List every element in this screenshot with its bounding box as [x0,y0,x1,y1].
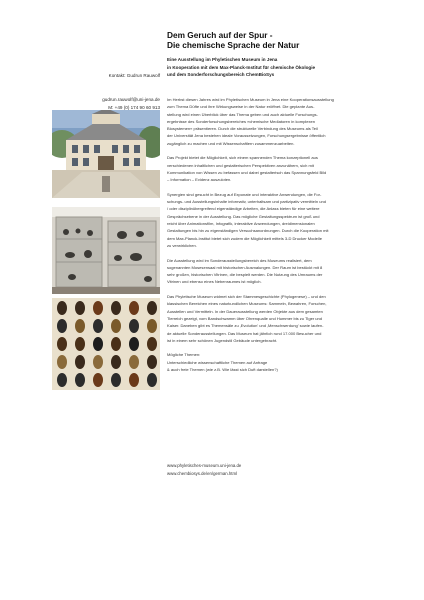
body-line: Gestaltungen bis hin zu eigenständigen Versuchsanordnungen. Durch die Kooperation mit [167,228,329,234]
subtitle-line: in Kooperation mit dem Max-Planck-Institut für chemische Ökologie [167,64,316,70]
body-line: Synergien sind gesucht in Bezug auf Exponate und interaktive Anwendungen, die For- [167,191,322,197]
web-link[interactable]: www.phyletisches-museum.uni-jena.de [167,463,242,468]
contact-phone: M: +49 (0) 174 90 60 913 [108,104,160,110]
body-line: dem Max-Planck-Institut bietet sich zudem die Möglichkeit mittels 3-D Drucker Modelle [167,235,322,241]
body-line: Unterschiedliche wissenschaftliche Themen auf Anfrage [167,359,268,365]
paragraph-gap [167,286,417,293]
body-line: stellung wird einen Überblick über das Thema geben und auch aktuelle Forschungs- [167,111,318,117]
body-line: & auch freie Themen (wie z.B. Wie lässt sich Duft darstellen?) [167,366,278,372]
body-line: Biosystemen« präsentieren. Durch die strukturelle Verbindung des Museums als Teil [167,126,318,132]
body-line: Kaiser. Daneben gibt es Themensäle zu ‚Evolution' und ‚Menschwerdung' sowie laufen- [167,323,324,329]
body-line: Ausstellen und Vermitteln. In der Dauerausstellung werden Objekte aus dem gesamten [167,308,323,314]
body-line: Das Phyletische Museum widmet sich der Stammesgeschichte (Phylogenese) – und den [167,294,326,300]
body-line: ergebnisse des Sonderforschungsbereiches »chemische Mediatoren in komplexen [167,118,316,124]
title-line: Die chemische Sprache der Natur [167,40,300,50]
subtitle [167,56,417,79]
body-line: – Information – Evidenz auszuloten. [167,177,232,183]
body-line: Gesprächsebene in der Ausstellung. Das mögliche Gestaltungsspektrum ist groß und [167,213,320,219]
body-line: de aktuelle Sonderausstellungen. Das Museum hat jährlich rund 17.000 Besucher und [167,330,322,336]
web-link[interactable]: www.chembiosys.de/en/german.html [167,470,237,476]
body-text [167,96,417,373]
body-line: ist in einem sehr schönen Jugendstil Gebäude untergebracht. [167,337,278,343]
photo-beetle-collection [52,298,160,390]
body-line: zum Thema Düfte und ihre Wirkungsweise in der Natur eröffnet. Die geplante Aus- [167,104,315,110]
subtitle-line: Eine Ausstellung im Phyletischen Museum in Jena [167,57,278,62]
contact-label: Kontakt: Gudrun Rauwolf [108,73,160,78]
body-line: schungs- und Ausstellungsinhalte informativ, unterhaltsam und partizipativ vermitteln und [167,199,326,205]
paragraph-gap [167,344,417,351]
body-line: zugänglich zu machen und mit Wissenschaftlern zusammenzuarbeiten. [167,140,295,146]
body-line: reicht über Animationsfilm, Infografik, interaktive Anwendungen, dreidimensionalen [167,221,315,227]
paragraph-gap [167,184,417,191]
body-line: Kommunikation von Wissen zu befassen und dabei gestalterisch das Spannungsfeld Bild [167,169,327,175]
photo-display-cases [52,207,160,294]
body-line: sehr großen, historischen Vitrinen, die bespielt werden. Die Nutzung des Umraums der [167,272,323,278]
body-line: klassischen Bereichen eines naturkundlichen Museums: Sammeln, Bewahren, Forschen, [167,301,327,307]
contact-email[interactable]: gudrun.rauwolf@uni-jena.de [102,97,160,102]
photo-museum-building [52,110,160,198]
page-title [167,30,407,50]
title-line: Dem Geruch auf der Spur - [167,30,273,40]
links [167,462,417,477]
body-line: / oder disziplinübergreifend eigenständige Arbeiten, die Anlass bieten für eine weitere [167,206,320,212]
body-line: Vitrinen und ebenso eines Nebenraumes ist möglich. [167,279,262,285]
body-line: Die Ausstellung wird im Sonderausstellungsbereich des Museums realisiert, dem [167,257,312,263]
body-line: Tierreich gezeigt, vom Bandschwamm über Ohrenqualle und Hummer bis zu Tiger und [167,315,323,321]
paragraph-gap [167,147,417,154]
body-line: Mögliche Themen: [167,352,201,358]
contact-details [0,96,160,111]
body-line: Das Projekt bietet die Möglichkeit, sich einem spannenden Thema konzeptionell aus [167,155,318,161]
body-line: Im Herbst diesen Jahres wird im Phyletischen Museum in Jena eine Kooperationsausstellung [167,97,334,102]
body-line: sogenannten Mosesensaal mit historischen Ausmalungen. Der Raum ist bestückt mit 8 [167,264,323,270]
paragraph-gap [167,249,417,256]
subtitle-line: und dem Sonderforschungsbereich ChemBioSys [167,72,275,78]
body-line: der Universität Jena bestehen ideale Voraussetzungen, Forschungsergebnisse öffentlich [167,133,326,139]
body-line: verschiedenen inhaltlichen und gestalterischen Perspektiven anzunähern, sich mit [167,162,314,168]
body-line: zu verwirklichen. [167,242,197,248]
